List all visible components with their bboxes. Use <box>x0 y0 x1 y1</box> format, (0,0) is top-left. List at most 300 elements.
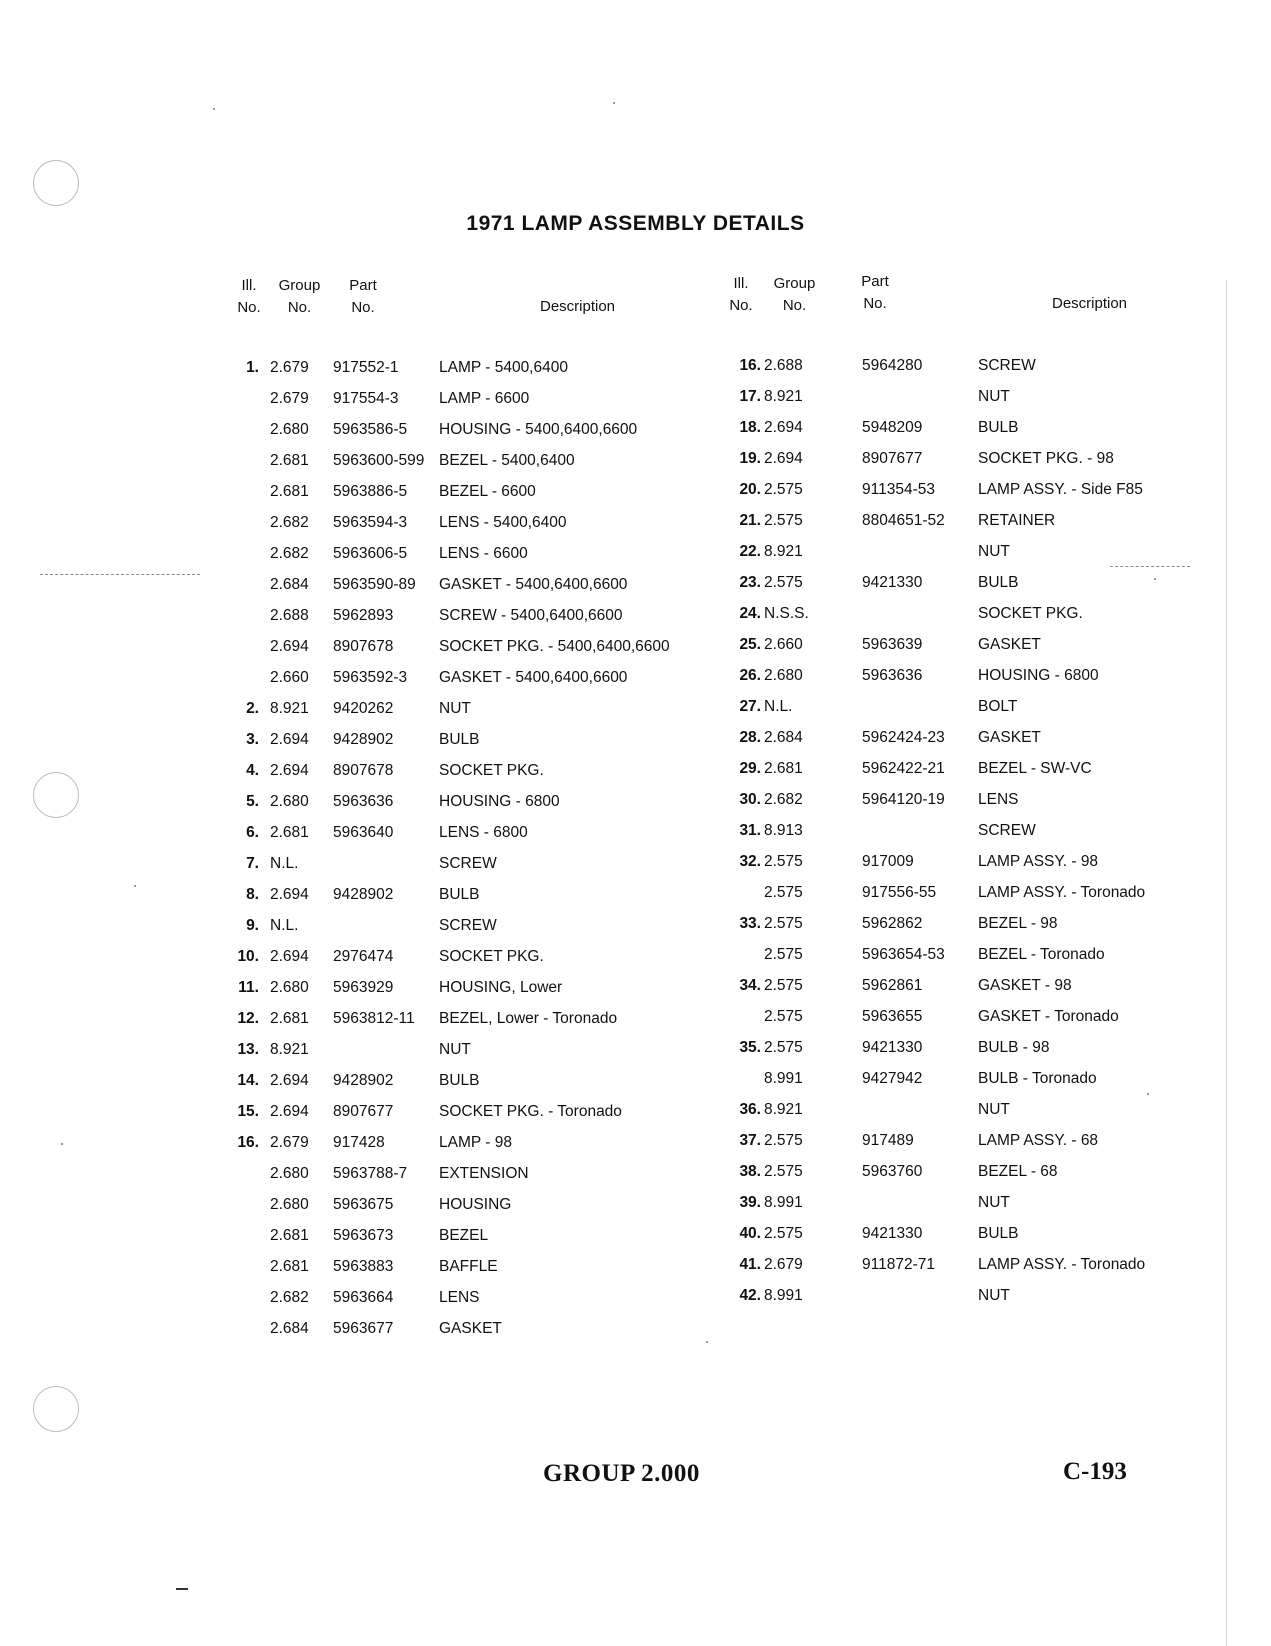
ill-no-cell: 4. <box>246 762 259 779</box>
table-row <box>727 1063 1227 1094</box>
table-row <box>225 755 725 786</box>
ill-no-cell: 14. <box>237 1072 259 1089</box>
group-no-cell: 2.575 <box>764 853 803 870</box>
group-no-cell: 2.681 <box>764 760 803 777</box>
ill-no-cell: 17. <box>739 388 761 405</box>
part-no-cell: 917556-55 <box>862 884 937 901</box>
group-no-cell: 2.679 <box>764 1256 803 1273</box>
header-part-line2: No. <box>351 299 375 316</box>
table-row <box>727 1094 1227 1125</box>
group-no-cell: 2.694 <box>764 450 803 467</box>
table-row <box>727 1001 1227 1032</box>
group-no-cell: 2.679 <box>270 1134 309 1151</box>
group-no-cell: 8.991 <box>764 1070 803 1087</box>
scan-mark <box>176 1588 188 1591</box>
group-no-cell: 8.921 <box>764 1101 803 1118</box>
description-cell: LENS - 5400,6400 <box>439 514 567 531</box>
table-row <box>225 569 725 600</box>
ill-no-cell: 35. <box>739 1039 761 1056</box>
part-no-cell: 2976474 <box>333 948 394 965</box>
header-part-no <box>845 271 905 315</box>
description-cell: LAMP - 98 <box>439 1134 512 1151</box>
group-no-cell: 2.694 <box>270 1103 309 1120</box>
table-row <box>727 1032 1227 1063</box>
header-ill-no <box>225 275 273 319</box>
description-cell: SCREW <box>439 917 497 934</box>
table-row <box>225 693 725 724</box>
table-row <box>727 660 1227 691</box>
punch-hole-bottom <box>33 1386 79 1432</box>
group-no-cell: 2.682 <box>270 1289 309 1306</box>
group-no-cell: 2.684 <box>270 1320 309 1337</box>
group-no-cell: N.S.S. <box>764 605 809 622</box>
part-no-cell: 5963788-7 <box>333 1165 408 1182</box>
group-no-cell: 2.575 <box>764 1132 803 1149</box>
group-no-cell: 2.575 <box>764 884 803 901</box>
table-row <box>727 815 1227 846</box>
description-cell: LAMP - 5400,6400 <box>439 359 568 376</box>
table-row <box>727 474 1227 505</box>
group-no-cell: 2.694 <box>270 948 309 965</box>
ill-no-cell: 16. <box>237 1134 259 1151</box>
ill-no-cell: 30. <box>739 791 761 808</box>
group-no-cell: 2.575 <box>764 574 803 591</box>
description-cell: BULB <box>978 1225 1019 1242</box>
table-row <box>225 1282 725 1313</box>
description-cell: GASKET - 5400,6400,6600 <box>439 669 628 686</box>
description-cell: SOCKET PKG. - Toronado <box>439 1103 622 1120</box>
ill-no-cell: 28. <box>739 729 761 746</box>
description-cell: NUT <box>439 1041 471 1058</box>
description-cell: SOCKET PKG. <box>978 605 1083 622</box>
description-cell: BEZEL - 98 <box>978 915 1058 932</box>
group-no-cell: 2.679 <box>270 390 309 407</box>
part-no-cell: 5963812-11 <box>333 1010 415 1027</box>
header-ill-line2: No. <box>729 297 753 314</box>
group-no-cell: 2.575 <box>764 977 803 994</box>
ill-no-cell: 13. <box>237 1041 259 1058</box>
ill-no-cell: 33. <box>739 915 761 932</box>
table-row <box>225 352 725 383</box>
table-row <box>727 443 1227 474</box>
fold-dash-line <box>40 574 200 576</box>
description-cell: GASKET <box>978 636 1041 653</box>
table-row <box>727 1218 1227 1249</box>
header-part-no <box>333 275 393 319</box>
table-row <box>727 629 1227 660</box>
description-cell: BULB <box>439 1072 480 1089</box>
table-row <box>727 846 1227 877</box>
ill-no-cell: 1. <box>246 359 259 376</box>
part-no-cell: 5963675 <box>333 1196 394 1213</box>
group-no-cell: N.L. <box>270 855 299 872</box>
table-row <box>225 383 725 414</box>
group-no-cell: 2.575 <box>764 512 803 529</box>
group-no-cell: N.L. <box>270 917 299 934</box>
group-no-cell: 2.694 <box>270 731 309 748</box>
ill-no-cell: 3. <box>246 731 259 748</box>
table-row <box>225 1313 725 1344</box>
group-no-cell: 2.575 <box>764 1225 803 1242</box>
description-cell: NUT <box>978 543 1010 560</box>
table-row <box>225 1065 725 1096</box>
description-cell: BULB <box>439 731 480 748</box>
table-row <box>225 1127 725 1158</box>
table-row <box>225 879 725 910</box>
table-row <box>727 1249 1227 1280</box>
part-no-cell: 5963929 <box>333 979 394 996</box>
table-row <box>225 1189 725 1220</box>
description-cell: LENS <box>439 1289 480 1306</box>
group-no-cell: 2.681 <box>270 483 309 500</box>
group-no-cell: 2.680 <box>270 793 309 810</box>
table-row <box>727 350 1227 381</box>
group-no-cell: 8.921 <box>764 543 803 560</box>
table-row <box>225 848 725 879</box>
group-no-cell: 2.575 <box>764 946 803 963</box>
group-no-cell: 2.681 <box>270 1227 309 1244</box>
header-group-no <box>272 275 327 319</box>
header-group-line2: No. <box>287 299 312 316</box>
description-cell: BEZEL, Lower - Toronado <box>439 1010 618 1027</box>
description-cell: SOCKET PKG. - 5400,6400,6600 <box>439 638 670 655</box>
part-no-cell: 5963654-53 <box>862 946 945 963</box>
group-no-cell: 2.680 <box>270 1165 309 1182</box>
table-row <box>727 381 1227 412</box>
table-row <box>225 631 725 662</box>
table-row <box>727 753 1227 784</box>
part-no-cell: 917009 <box>862 853 914 870</box>
ill-no-cell: 5. <box>246 793 259 810</box>
table-row <box>727 1187 1227 1218</box>
part-no-cell: 8907678 <box>333 638 394 655</box>
group-no-cell: 2.682 <box>764 791 803 808</box>
ill-no-cell: 42. <box>739 1287 761 1304</box>
group-no-cell: 2.694 <box>270 762 309 779</box>
scan-speck <box>613 102 615 104</box>
description-cell: BULB <box>978 419 1019 436</box>
description-cell: NUT <box>978 1194 1010 1211</box>
description-cell: BULB <box>439 886 480 903</box>
header-group-line2: No. <box>782 297 807 314</box>
description-cell: GASKET - 98 <box>978 977 1072 994</box>
table-row <box>727 412 1227 443</box>
table-row <box>727 1280 1227 1311</box>
footer-page-number: C-193 <box>1063 1458 1127 1485</box>
group-no-cell: 2.682 <box>270 545 309 562</box>
table-row <box>225 538 725 569</box>
group-no-cell: 2.684 <box>764 729 803 746</box>
description-cell: NUT <box>978 1287 1010 1304</box>
group-no-cell: N.L. <box>764 698 793 715</box>
ill-no-cell: 8. <box>246 886 259 903</box>
group-no-cell: 2.688 <box>764 357 803 374</box>
description-cell: HOUSING <box>439 1196 512 1213</box>
description-cell: GASKET - 5400,6400,6600 <box>439 576 628 593</box>
table-row <box>727 598 1227 629</box>
table-row <box>225 1251 725 1282</box>
table-row <box>727 505 1227 536</box>
group-no-cell: 2.694 <box>764 419 803 436</box>
table-row <box>225 1034 725 1065</box>
table-row <box>225 476 725 507</box>
punch-hole-middle <box>33 772 79 818</box>
group-no-cell: 2.681 <box>270 1010 309 1027</box>
part-no-cell: 5962862 <box>862 915 923 932</box>
description-cell: GASKET <box>439 1320 502 1337</box>
ill-no-cell: 21. <box>739 512 761 529</box>
header-group-no <box>767 273 822 317</box>
part-no-cell: 8804651-52 <box>862 512 945 529</box>
description-cell: BEZEL - SW-VC <box>978 760 1092 777</box>
header-ill-no <box>717 273 765 317</box>
header-part-line1: Part <box>349 277 377 294</box>
description-cell: SCREW <box>978 357 1036 374</box>
ill-no-cell: 15. <box>237 1103 259 1120</box>
group-no-cell: 8.991 <box>764 1287 803 1304</box>
ill-no-cell: 34. <box>739 977 761 994</box>
part-no-cell: 5964120-19 <box>862 791 945 808</box>
ill-no-cell: 38. <box>739 1163 761 1180</box>
part-no-cell: 5963664 <box>333 1289 394 1306</box>
description-cell: LENS <box>978 791 1019 808</box>
ill-no-cell: 22. <box>739 543 761 560</box>
description-cell: NUT <box>439 700 471 717</box>
header-ill-line1: Ill. <box>241 277 257 294</box>
part-no-cell: 5963600-599 <box>333 452 425 469</box>
group-no-cell: 2.681 <box>270 452 309 469</box>
table-row <box>727 691 1227 722</box>
part-no-cell: 8907677 <box>862 450 923 467</box>
table-row <box>727 536 1227 567</box>
description-cell: NUT <box>978 1101 1010 1118</box>
ill-no-cell: 11. <box>238 979 259 996</box>
description-cell: LAMP ASSY. - 68 <box>978 1132 1099 1149</box>
group-no-cell: 2.575 <box>764 1039 803 1056</box>
description-cell: SOCKET PKG. - 98 <box>978 450 1114 467</box>
ill-no-cell: 12. <box>237 1010 259 1027</box>
table-row <box>225 724 725 755</box>
description-cell: BEZEL <box>439 1227 489 1244</box>
ill-no-cell: 29. <box>739 760 761 777</box>
part-no-cell: 911872-71 <box>862 1256 935 1273</box>
ill-no-cell: 16. <box>739 357 761 374</box>
part-no-cell: 5948209 <box>862 419 923 436</box>
table-row <box>727 970 1227 1001</box>
description-cell: RETAINER <box>978 512 1056 529</box>
description-cell: EXTENSION <box>439 1165 529 1182</box>
ill-no-cell: 41. <box>739 1256 761 1273</box>
scan-speck <box>134 885 136 887</box>
group-no-cell: 2.688 <box>270 607 309 624</box>
part-no-cell: 917428 <box>333 1134 385 1151</box>
description-cell: HOUSING, Lower <box>439 979 563 996</box>
group-no-cell: 2.681 <box>270 824 309 841</box>
ill-no-cell: 9. <box>246 917 259 934</box>
part-no-cell: 5963592-3 <box>333 669 408 686</box>
group-no-cell: 8.921 <box>270 1041 309 1058</box>
punch-hole-top <box>33 160 79 206</box>
description-cell: SCREW <box>978 822 1036 839</box>
part-no-cell: 5963636 <box>333 793 394 810</box>
table-row <box>225 507 725 538</box>
header-group-line1: Group <box>773 275 816 292</box>
page-title: 1971 LAMP ASSEMBLY DETAILS <box>466 212 805 235</box>
ill-no-cell: 10. <box>237 948 259 965</box>
table-row <box>727 722 1227 753</box>
description-cell: GASKET <box>978 729 1041 746</box>
part-no-cell: 5963677 <box>333 1320 394 1337</box>
part-no-cell: 9428902 <box>333 1072 394 1089</box>
group-no-cell: 2.680 <box>270 1196 309 1213</box>
group-no-cell: 2.680 <box>270 421 309 438</box>
group-no-cell: 2.575 <box>764 1008 803 1025</box>
table-row <box>727 784 1227 815</box>
group-no-cell: 2.575 <box>764 481 803 498</box>
description-cell: HOUSING - 6800 <box>439 793 560 810</box>
table-row <box>727 877 1227 908</box>
ill-no-cell: 25. <box>739 636 761 653</box>
part-no-cell: 5963636 <box>862 667 923 684</box>
header-ill-line2: No. <box>237 299 261 316</box>
table-row <box>225 1003 725 1034</box>
header-part-line2: No. <box>863 295 887 312</box>
ill-no-cell: 32. <box>739 853 761 870</box>
group-no-cell: 2.694 <box>270 886 309 903</box>
part-no-cell: 917489 <box>862 1132 914 1149</box>
group-no-cell: 2.660 <box>764 636 803 653</box>
table-row <box>727 1125 1227 1156</box>
description-cell: SOCKET PKG. <box>439 762 544 779</box>
part-no-cell: 5962422-21 <box>862 760 945 777</box>
part-no-cell: 5963594-3 <box>333 514 408 531</box>
group-no-cell: 2.660 <box>270 669 309 686</box>
description-cell: HOUSING - 6800 <box>978 667 1099 684</box>
header-description: Description <box>540 298 616 315</box>
ill-no-cell: 26. <box>739 667 761 684</box>
ill-no-cell: 18. <box>739 419 761 436</box>
header-ill-line1: Ill. <box>733 275 749 292</box>
group-no-cell: 2.681 <box>270 1258 309 1275</box>
description-cell: LENS - 6800 <box>439 824 528 841</box>
description-cell: BEZEL - Toronado <box>978 946 1105 963</box>
ill-no-cell: 2. <box>246 700 259 717</box>
group-no-cell: 2.682 <box>270 514 309 531</box>
group-no-cell: 8.913 <box>764 822 803 839</box>
part-no-cell: 5963886-5 <box>333 483 408 500</box>
part-no-cell: 5962893 <box>333 607 394 624</box>
group-no-cell: 2.694 <box>270 638 309 655</box>
description-cell: LAMP ASSY. - 98 <box>978 853 1099 870</box>
table-row <box>225 817 725 848</box>
part-no-cell: 5963590-89 <box>333 576 416 593</box>
ill-no-cell: 23. <box>739 574 761 591</box>
ill-no-cell: 37. <box>739 1132 761 1149</box>
group-no-cell: 2.679 <box>270 359 309 376</box>
description-cell: LAMP - 6600 <box>439 390 530 407</box>
table-row <box>727 567 1227 598</box>
description-cell: BULB <box>978 574 1019 591</box>
description-cell: GASKET - Toronado <box>978 1008 1119 1025</box>
part-no-cell: 911354-53 <box>862 481 935 498</box>
ill-no-cell: 40. <box>739 1225 761 1242</box>
table-row <box>225 972 725 1003</box>
description-cell: BOLT <box>978 698 1018 715</box>
ill-no-cell: 6. <box>246 824 259 841</box>
part-no-cell: 5963606-5 <box>333 545 408 562</box>
table-row <box>727 939 1227 970</box>
ill-no-cell: 24. <box>739 605 761 622</box>
description-cell: LENS - 6600 <box>439 545 528 562</box>
description-cell: BAFFLE <box>439 1258 498 1275</box>
footer-group-label: GROUP 2.000 <box>543 1460 700 1487</box>
table-row <box>225 600 725 631</box>
description-cell: BULB - Toronado <box>978 1070 1097 1087</box>
table-row <box>225 1158 725 1189</box>
ill-no-cell: 39. <box>739 1194 761 1211</box>
part-no-cell: 5963640 <box>333 824 394 841</box>
description-cell: SCREW - 5400,6400,6600 <box>439 607 623 624</box>
part-no-cell: 5963883 <box>333 1258 394 1275</box>
ill-no-cell: 7. <box>246 855 259 872</box>
group-no-cell: 8.991 <box>764 1194 803 1211</box>
ill-no-cell: 19. <box>739 450 761 467</box>
description-cell: SOCKET PKG. <box>439 948 544 965</box>
part-no-cell: 9428902 <box>333 731 394 748</box>
group-no-cell: 2.680 <box>764 667 803 684</box>
part-no-cell: 9421330 <box>862 1225 923 1242</box>
table-row <box>225 941 725 972</box>
table-row <box>225 1220 725 1251</box>
table-row <box>225 786 725 817</box>
part-no-cell: 5963673 <box>333 1227 394 1244</box>
table-row <box>225 414 725 445</box>
table-row <box>225 910 725 941</box>
group-no-cell: 2.680 <box>270 979 309 996</box>
part-no-cell: 9421330 <box>862 1039 923 1056</box>
description-cell: LAMP ASSY. - Toronado <box>978 884 1146 901</box>
part-no-cell: 9420262 <box>333 700 394 717</box>
header-description: Description <box>1052 295 1128 312</box>
part-no-cell: 8907678 <box>333 762 394 779</box>
group-no-cell: 2.694 <box>270 1072 309 1089</box>
group-no-cell: 8.921 <box>764 388 803 405</box>
table-row <box>727 1156 1227 1187</box>
description-cell: BULB - 98 <box>978 1039 1050 1056</box>
part-no-cell: 9428902 <box>333 886 394 903</box>
ill-no-cell: 31. <box>739 822 761 839</box>
part-no-cell: 5963639 <box>862 636 923 653</box>
description-cell: NUT <box>978 388 1010 405</box>
description-cell: LAMP ASSY. - Side F85 <box>978 481 1143 498</box>
ill-no-cell: 36. <box>739 1101 761 1118</box>
description-cell: BEZEL - 6600 <box>439 483 536 500</box>
description-cell: SCREW <box>439 855 497 872</box>
group-no-cell: 8.921 <box>270 700 309 717</box>
part-no-cell: 8907677 <box>333 1103 394 1120</box>
group-no-cell: 2.684 <box>270 576 309 593</box>
part-no-cell: 917552-1 <box>333 359 399 376</box>
part-no-cell: 5963655 <box>862 1008 923 1025</box>
header-group-line1: Group <box>278 277 321 294</box>
part-no-cell: 5963760 <box>862 1163 923 1180</box>
group-no-cell: 2.575 <box>764 1163 803 1180</box>
table-row <box>727 908 1227 939</box>
group-no-cell: 2.575 <box>764 915 803 932</box>
part-no-cell: 9427942 <box>862 1070 923 1087</box>
description-cell: HOUSING - 5400,6400,6600 <box>439 421 638 438</box>
ill-no-cell: 20. <box>739 481 761 498</box>
